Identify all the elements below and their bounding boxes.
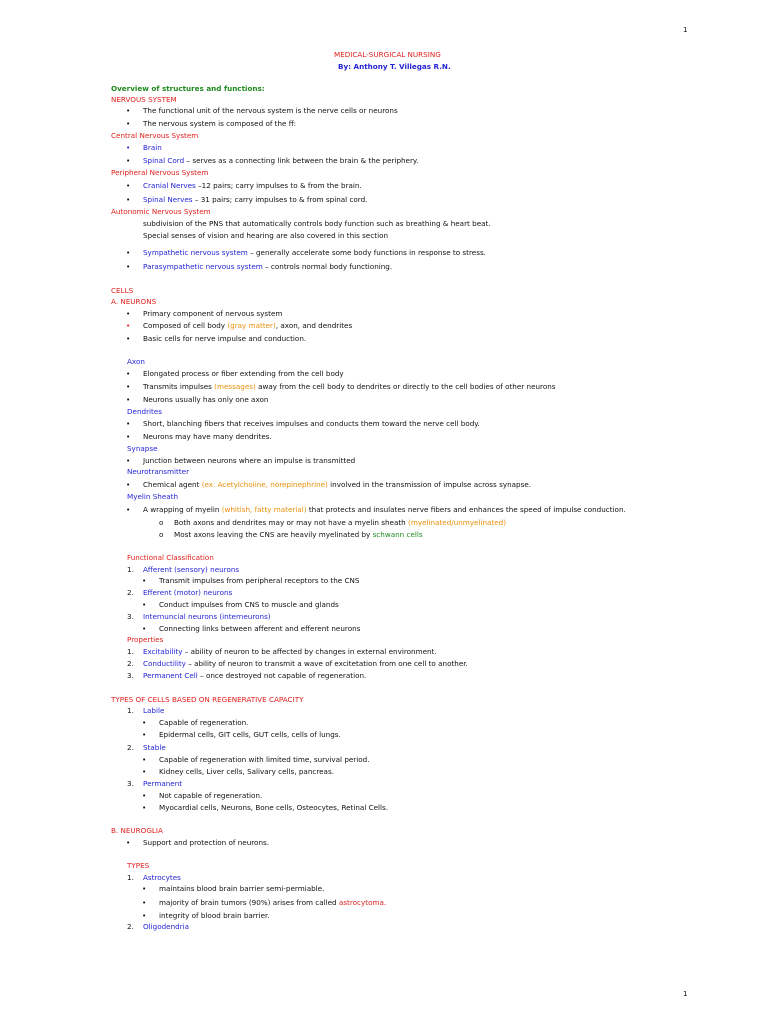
item-number: 1. [127, 706, 134, 715]
list-item: • Junction between neurons where an impulse is transmitted [143, 456, 355, 465]
list-item: • Neurons usually has only one axon [143, 395, 268, 404]
text: away from the cell body to dendrites or directly to the cell bodies of other neurons [255, 382, 556, 391]
term: Sympathetic nervous system [143, 248, 248, 257]
numbered-item [127, 565, 240, 574]
list-item: • Conduct impulses from CNS to muscle and glands [159, 600, 339, 609]
list-item: • Brain [143, 143, 162, 152]
item-number: 1. [127, 565, 134, 574]
list-item: • The nervous system is composed of the ff: [143, 119, 296, 128]
list-item [143, 248, 486, 257]
sub-list-item [174, 518, 506, 527]
term: Efferent (motor) neurons [143, 588, 233, 597]
list-item: • The functional unit of the nervous system is the nerve cells or neurons [143, 106, 398, 115]
item-number: 2. [127, 922, 134, 931]
list-item [143, 321, 352, 330]
text: , axon, and dendrites [275, 321, 353, 330]
list-item: • Kidney cells, Liver cells, Salivary cells, pancreas. [159, 767, 334, 776]
term-desc: – controls normal body functioning. [262, 262, 393, 271]
list-item [143, 195, 367, 204]
term: Spinal Nerves [143, 195, 193, 204]
list-item: • Not capable of regeneration. [159, 791, 262, 800]
item-number: 3. [127, 779, 134, 788]
numbered-item [127, 612, 271, 621]
term: Oligodendria [143, 922, 190, 931]
term-desc: – ability of neuron to be affected by changes in external environment. [182, 647, 437, 656]
neuroglia-heading: B. NEUROGLIA [111, 826, 163, 835]
item-number: 3. [127, 671, 134, 680]
dendrites-heading: Dendrites [127, 407, 163, 416]
list-item [143, 480, 531, 489]
list-item: • Short, blanching fibers that receives impulses and conducts them toward the nerve cell body. [143, 419, 480, 428]
list-item: • Basic cells for nerve impulse and conduction. [143, 334, 306, 343]
text: Chemical agent [143, 480, 202, 489]
list-item [143, 181, 362, 190]
document-title: MEDICAL-SURGICAL NURSING [334, 50, 441, 59]
term: Parasympathetic nervous system [143, 262, 263, 271]
highlight: (messages) [214, 382, 256, 391]
page-number-top: 1 [683, 25, 688, 34]
list-item [143, 505, 626, 514]
document-author: By: Anthony T. Villegas R.N. [338, 62, 451, 71]
text: Transmits impulses [143, 382, 215, 391]
text: involved in the transmission of impulse across synapse. [327, 480, 532, 489]
cns-heading: Central Nervous System [111, 131, 199, 140]
text: that protects and insulates nerve fibers and enhances the speed of impulse conduction. [306, 505, 626, 514]
sub-list-item [174, 530, 423, 539]
term: Internuncial neurons (interneurons) [143, 612, 271, 621]
nervous-system-heading: NERVOUS SYSTEM [111, 95, 177, 104]
term: Excitability [143, 647, 183, 656]
numbered-item [127, 671, 367, 680]
highlight: (myelinated/unmyelinated) [408, 518, 507, 527]
paragraph: subdivision of the PNS that automatically controls body function such as breathing & heart beat. [143, 219, 491, 228]
highlight: (ex. Acetylcholine, norepinephrine) [201, 480, 328, 489]
term: Cranial Nerves [143, 181, 196, 190]
text: Composed of cell body [143, 321, 228, 330]
list-item: • Connecting links between afferent and efferent neurons [159, 624, 360, 633]
numbered-item [127, 647, 437, 656]
term-desc: –12 pairs; carry impulses to & from the brain. [195, 181, 362, 190]
term: Afferent (sensory) neurons [143, 565, 240, 574]
paragraph: Special senses of vision and hearing are also covered in this section [143, 231, 389, 240]
term-desc: – generally accelerate some body functions in response to stress. [247, 248, 486, 257]
term-desc: – ability of neuron to transmit a wave of excitetation from one cell to another. [185, 659, 468, 668]
text: A wrapping of myelin [143, 505, 222, 514]
list-item: • Capable of regeneration. [159, 718, 248, 727]
list-item: • Neurons may have many dendrites. [143, 432, 272, 441]
text: majority of brain tumors (90%) arises from called [159, 898, 339, 907]
list-item: • Capable of regeneration with limited time, survival period. [159, 755, 370, 764]
numbered-item [127, 588, 233, 597]
list-item: • Primary component of nervous system [143, 309, 282, 318]
list-item: • integrity of blood brain barrier. [159, 911, 270, 920]
term: Permanent Cell [143, 671, 198, 680]
term: Stable [143, 743, 166, 752]
functional-heading: Functional Classification [127, 553, 214, 562]
numbered-item [127, 743, 166, 752]
text: Most axons leaving the CNS are heavily myelinated by [174, 530, 373, 539]
term: Spinal Cord [143, 156, 185, 165]
list-item [143, 262, 392, 271]
cells-heading: CELLS [111, 286, 134, 295]
list-item: • Elongated process or fiber extending from the cell body [143, 369, 344, 378]
numbered-item [127, 706, 165, 715]
highlight: astrocytoma. [338, 898, 387, 907]
numbered-item [127, 659, 468, 668]
list-item [143, 156, 418, 165]
numbered-item [127, 779, 183, 788]
highlight: (gray matter) [227, 321, 276, 330]
item-number: 2. [127, 588, 134, 597]
item-number: 1. [127, 647, 134, 656]
highlight: (whitish, fatty material) [221, 505, 307, 514]
list-item: • Transmit impulses from peripheral receptors to the CNS [159, 576, 359, 585]
term-desc: – 31 pairs; carry impulses to & from spinal cord. [192, 195, 368, 204]
list-item [143, 382, 556, 391]
synapse-heading: Synapse [127, 444, 158, 453]
list-item: • Myocardial cells, Neurons, Bone cells, Osteocytes, Retinal Cells. [159, 803, 388, 812]
numbered-item [127, 873, 181, 882]
highlight: schwann cells [372, 530, 423, 539]
ans-heading: Autonomic Nervous System [111, 207, 211, 216]
term-desc: – once destroyed not capable of regeneration. [197, 671, 367, 680]
term: Labile [143, 706, 165, 715]
regen-heading: TYPES OF CELLS BASED ON REGENERATIVE CAPACITY [111, 695, 304, 704]
list-item: • maintains blood brain barrier semi-permiable. [159, 884, 324, 893]
list-item [159, 898, 386, 907]
item-number: 2. [127, 743, 134, 752]
axon-heading: Axon [127, 357, 145, 366]
item-number: 3. [127, 612, 134, 621]
neurons-heading: A. NEURONS [111, 297, 157, 306]
properties-heading: Properties [127, 635, 164, 644]
neurotransmitter-heading: Neurotransmitter [127, 467, 190, 476]
pns-heading: Peripheral Nervous System [111, 168, 209, 177]
list-item: • Support and protection of neurons. [143, 838, 269, 847]
term: Permanent [143, 779, 183, 788]
item-number: 2. [127, 659, 134, 668]
page-number-bottom: 1 [683, 989, 688, 998]
numbered-item [127, 922, 190, 931]
item-number: 1. [127, 873, 134, 882]
list-item: • Epidermal cells, GIT cells, GUT cells, cells of lungs. [159, 730, 341, 739]
term: Astrocytes [143, 873, 181, 882]
text: Both axons and dendrites may or may not have a myelin sheath [174, 518, 409, 527]
overview-heading: Overview of structures and functions: [111, 84, 265, 93]
term-desc: – serves as a connecting link between the brain & the periphery. [184, 156, 419, 165]
myelin-heading: Myelin Sheath [127, 492, 179, 501]
types-heading: TYPES [127, 861, 150, 870]
term: Conductility [143, 659, 186, 668]
